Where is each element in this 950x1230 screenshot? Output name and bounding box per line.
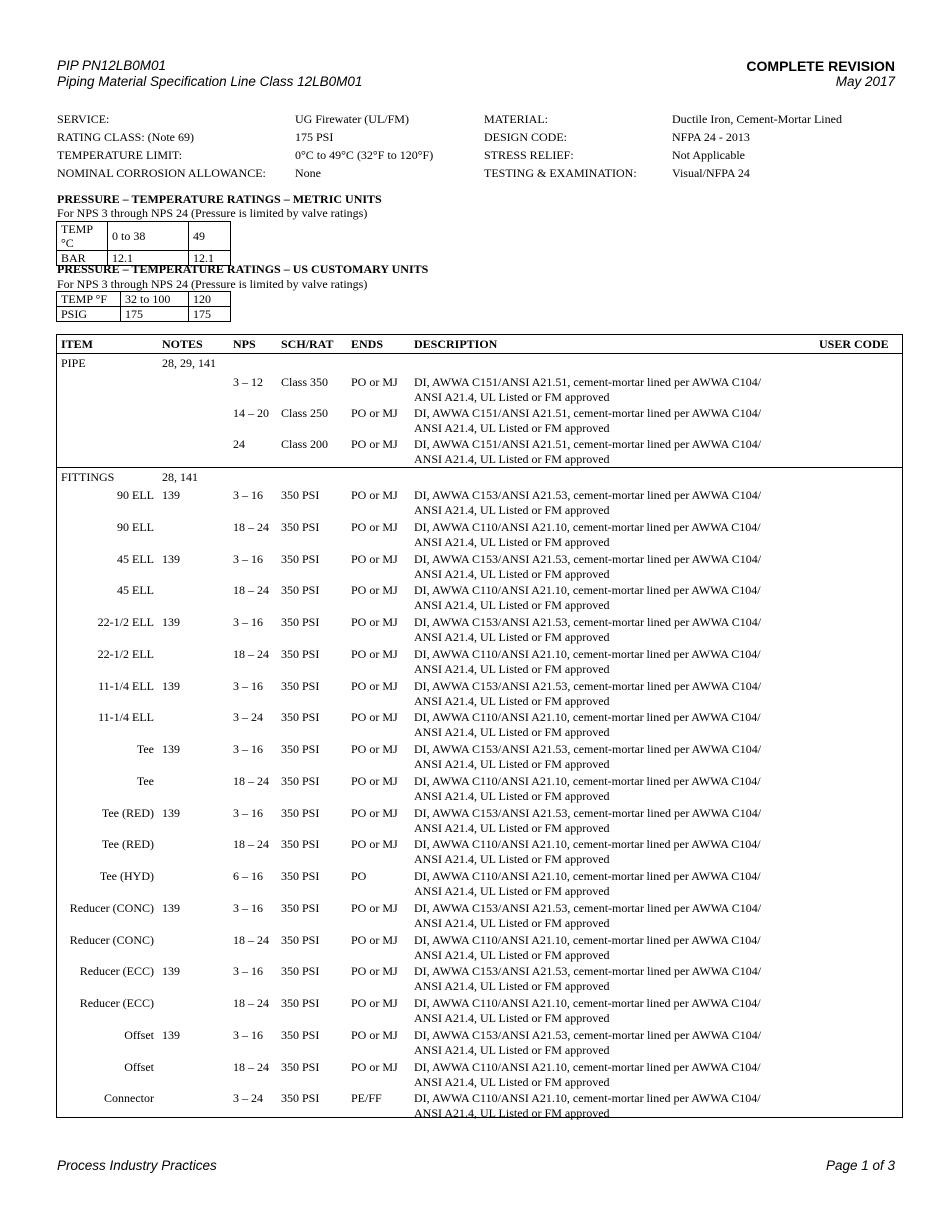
- meta-label: STRESS RELIEF:: [484, 148, 574, 162]
- metric-ratings-title: PRESSURE – TEMPERATURE RATINGS – METRIC UNITS: [57, 192, 382, 206]
- fitting-item-cell: Offset: [124, 1028, 154, 1042]
- description-line: DI, AWWA C110/ANSI A21.10, cement-mortar lined per AWWA C104/: [414, 647, 761, 661]
- description-line: DI, AWWA C153/ANSI A21.53, cement-mortar lined per AWWA C104/: [414, 1028, 762, 1042]
- table-cell: PSIG: [57, 307, 121, 322]
- sch-rat-cell: Class 200: [281, 437, 329, 451]
- column-header-ends: ENDS: [351, 337, 384, 351]
- table-cell: 120: [189, 292, 231, 307]
- notes-cell: 139: [162, 742, 180, 756]
- ends-cell: PO or MJ: [351, 1060, 398, 1074]
- nps-cell: 3 – 16: [233, 742, 263, 756]
- ends-cell: PO or MJ: [351, 742, 398, 756]
- fitting-item-cell: 45 ELL: [117, 552, 154, 566]
- nps-cell: 18 – 24: [233, 774, 269, 788]
- meta-label: SERVICE:: [57, 112, 110, 126]
- description-line: ANSI A21.4, UL Listed or FM approved: [414, 724, 610, 739]
- nps-cell: 18 – 24: [233, 933, 269, 947]
- ends-cell: PO or MJ: [351, 806, 398, 820]
- description-line: DI, AWWA C110/ANSI A21.10, cement-mortar lined per AWWA C104/: [414, 520, 761, 534]
- meta-label: TESTING & EXAMINATION:: [484, 166, 637, 180]
- notes-cell: 139: [162, 806, 180, 820]
- meta-left-labels: [57, 110, 266, 182]
- fitting-item-cell: 45 ELL: [117, 583, 154, 597]
- ends-cell: PO or MJ: [351, 406, 398, 420]
- notes-cell: 139: [162, 964, 180, 978]
- nps-cell: 14 – 20: [233, 406, 269, 420]
- description-line: ANSI A21.4, UL Listed or FM approved: [414, 947, 610, 962]
- sch-rat-cell: 350 PSI: [281, 647, 320, 661]
- description-line: ANSI A21.4, UL Listed or FM approved: [414, 978, 610, 993]
- nps-cell: 3 – 16: [233, 901, 263, 915]
- description-line: ANSI A21.4, UL Listed or FM approved: [414, 756, 610, 771]
- fitting-item-cell: Reducer (CONC): [69, 901, 154, 915]
- ends-cell: PO or MJ: [351, 710, 398, 724]
- ends-cell: PE/FF: [351, 1091, 382, 1105]
- meta-value: Ductile Iron, Cement-Mortar Lined: [672, 112, 842, 126]
- group-notes-pipe: 28, 29, 141: [162, 356, 216, 370]
- description-line: ANSI A21.4, UL Listed or FM approved: [414, 883, 610, 898]
- sch-rat-cell: 350 PSI: [281, 964, 320, 978]
- fitting-item-cell: Tee: [136, 742, 154, 756]
- sch-rat-cell: 350 PSI: [281, 742, 320, 756]
- table-cell: 49: [189, 222, 231, 251]
- fitting-item-cell: 90 ELL: [117, 488, 154, 502]
- description-line: DI, AWWA C110/ANSI A21.10, cement-mortar lined per AWWA C104/: [414, 837, 761, 851]
- description-line: ANSI A21.4, UL Listed or FM approved: [414, 629, 610, 644]
- fitting-item-cell: 22-1/2 ELL: [97, 647, 154, 661]
- ends-cell: PO or MJ: [351, 996, 398, 1010]
- description-line: ANSI A21.4, UL Listed or FM approved: [414, 1010, 610, 1025]
- sch-rat-cell: 350 PSI: [281, 774, 320, 788]
- revision-date: May 2017: [835, 74, 895, 89]
- group-label-pipe: PIPE: [61, 356, 86, 370]
- column-header-sch-rat: SCH/RAT: [281, 337, 334, 351]
- ends-cell: PO or MJ: [351, 901, 398, 915]
- description-line: DI, AWWA C153/ANSI A21.53, cement-mortar lined per AWWA C104/: [414, 901, 762, 915]
- description-line: DI, AWWA C110/ANSI A21.10, cement-mortar lined per AWWA C104/: [414, 583, 761, 597]
- description-line: ANSI A21.4, UL Listed or FM approved: [414, 389, 610, 404]
- group-label-fittings: FITTINGS: [61, 470, 115, 484]
- nps-cell: 3 – 16: [233, 552, 263, 566]
- sch-rat-cell: 350 PSI: [281, 1028, 320, 1042]
- ends-cell: PO or MJ: [351, 488, 398, 502]
- ends-cell: PO: [351, 869, 367, 883]
- description-line: DI, AWWA C110/ANSI A21.10, cement-mortar lined per AWWA C104/: [414, 1060, 761, 1074]
- meta-label: RATING CLASS: (Note 69): [57, 130, 194, 144]
- description-line: ANSI A21.4, UL Listed or FM approved: [414, 566, 610, 581]
- sch-rat-cell: 350 PSI: [281, 679, 320, 693]
- sch-rat-cell: Class 350: [281, 375, 329, 389]
- document-title: Piping Material Specification Line Class 12LB0M01: [57, 74, 363, 89]
- meta-left-values: [295, 110, 433, 182]
- footer-organization: Process Industry Practices: [57, 1158, 217, 1173]
- description-line: DI, AWWA C110/ANSI A21.10, cement-mortar lined per AWWA C104/: [414, 996, 761, 1010]
- meta-value: 175 PSI: [295, 130, 334, 144]
- nps-cell: 3 – 16: [233, 679, 263, 693]
- fitting-item-cell: Tee (RED): [101, 837, 154, 851]
- fitting-item-cell: Tee (HYD): [99, 869, 154, 883]
- table-cell: 175: [189, 307, 231, 322]
- ends-cell: PO or MJ: [351, 375, 398, 389]
- nps-cell: 3 – 24: [233, 710, 263, 724]
- document-header-left: [57, 58, 362, 90]
- fitting-item-cell: Connector: [104, 1091, 154, 1105]
- fitting-item-cell: 11-1/4 ELL: [98, 710, 154, 724]
- description-line: DI, AWWA C110/ANSI A21.10, cement-mortar lined per AWWA C104/: [414, 1091, 761, 1105]
- table-cell: 175: [121, 307, 189, 322]
- ends-cell: PO or MJ: [351, 552, 398, 566]
- meta-label: TEMPERATURE LIMIT:: [57, 148, 183, 162]
- meta-label: DESIGN CODE:: [484, 130, 567, 144]
- nps-cell: 18 – 24: [233, 996, 269, 1010]
- description-line: ANSI A21.4, UL Listed or FM approved: [414, 597, 610, 612]
- sch-rat-cell: 350 PSI: [281, 901, 320, 915]
- notes-cell: 139: [162, 552, 180, 566]
- sch-rat-cell: 350 PSI: [281, 869, 320, 883]
- description-line: ANSI A21.4, UL Listed or FM approved: [414, 1074, 610, 1089]
- description-line: ANSI A21.4, UL Listed or FM approved: [414, 1042, 610, 1057]
- table-row: [57, 292, 231, 307]
- meta-value: Visual/NFPA 24: [672, 166, 750, 180]
- description-line: ANSI A21.4, UL Listed or FM approved: [414, 693, 610, 708]
- description-line: DI, AWWA C153/ANSI A21.53, cement-mortar lined per AWWA C104/: [414, 552, 762, 566]
- sch-rat-cell: 350 PSI: [281, 996, 320, 1010]
- description-line: DI, AWWA C153/ANSI A21.53, cement-mortar lined per AWWA C104/: [414, 679, 762, 693]
- column-header-description: DESCRIPTION: [414, 337, 498, 351]
- nps-cell: 3 – 16: [233, 1028, 263, 1042]
- fitting-item-cell: Offset: [124, 1060, 154, 1074]
- column-header-item: ITEM: [61, 337, 94, 351]
- description-line: ANSI A21.4, UL Listed or FM approved: [414, 534, 610, 549]
- sch-rat-cell: Class 250: [281, 406, 329, 420]
- description-line: ANSI A21.4, UL Listed or FM approved: [414, 788, 610, 803]
- us-ratings-table: [56, 291, 231, 322]
- nps-cell: 24: [233, 437, 245, 451]
- group-notes-fittings: 28, 141: [162, 470, 198, 484]
- description-line: DI, AWWA C151/ANSI A21.51, cement-mortar lined per AWWA C104/: [414, 406, 762, 420]
- description-line: DI, AWWA C110/ANSI A21.10, cement-mortar lined per AWWA C104/: [414, 774, 761, 788]
- table-cell: 12.1: [108, 251, 189, 266]
- table-cell: 0 to 38: [108, 222, 189, 251]
- meta-label: NOMINAL CORROSION ALLOWANCE:: [57, 166, 266, 180]
- footer-page-number: Page 1 of 3: [825, 1158, 895, 1173]
- description-line: DI, AWWA C110/ANSI A21.10, cement-mortar lined per AWWA C104/: [414, 933, 761, 947]
- notes-cell: 139: [162, 615, 180, 629]
- description-line: DI, AWWA C151/ANSI A21.51, cement-mortar lined per AWWA C104/: [414, 375, 762, 389]
- sch-rat-cell: 350 PSI: [281, 520, 320, 534]
- nps-cell: 18 – 24: [233, 583, 269, 597]
- nps-cell: 3 – 16: [233, 806, 263, 820]
- nps-cell: 18 – 24: [233, 1060, 269, 1074]
- column-header-notes: NOTES: [162, 337, 203, 351]
- fitting-item-cell: Reducer (ECC): [79, 996, 154, 1010]
- meta-label: MATERIAL:: [484, 112, 548, 126]
- table-row: [57, 307, 231, 322]
- document-id: PIP PN12LB0M01: [57, 58, 167, 73]
- nps-cell: 6 – 16: [233, 869, 263, 883]
- description-line: DI, AWWA C153/ANSI A21.53, cement-mortar lined per AWWA C104/: [414, 964, 762, 978]
- nps-cell: 3 – 16: [233, 488, 263, 502]
- sch-rat-cell: 350 PSI: [281, 1060, 320, 1074]
- us-ratings-title: PRESSURE – TEMPERATURE RATINGS – US CUSTOMARY UNITS: [57, 262, 429, 276]
- metric-ratings-table: [56, 221, 231, 266]
- fitting-item-cell: Tee: [136, 774, 154, 788]
- fitting-item-cell: 11-1/4 ELL: [98, 679, 154, 693]
- ends-cell: PO or MJ: [351, 647, 398, 661]
- fitting-item-cell: Reducer (ECC): [79, 964, 154, 978]
- description-line: DI, AWWA C110/ANSI A21.10, cement-mortar lined per AWWA C104/: [414, 710, 761, 724]
- ends-cell: PO or MJ: [351, 774, 398, 788]
- table-cell: BAR: [57, 251, 108, 266]
- meta-value: NFPA 24 - 2013: [672, 130, 750, 144]
- description-line: ANSI A21.4, UL Listed or FM approved: [414, 451, 610, 466]
- sch-rat-cell: 350 PSI: [281, 933, 320, 947]
- fitting-item-cell: Reducer (CONC): [69, 933, 154, 947]
- notes-cell: 139: [162, 901, 180, 915]
- ends-cell: PO or MJ: [351, 615, 398, 629]
- description-line: DI, AWWA C110/ANSI A21.10, cement-mortar lined per AWWA C104/: [414, 869, 761, 883]
- ends-cell: PO or MJ: [351, 1028, 398, 1042]
- description-line: ANSI A21.4, UL Listed or FM approved: [414, 1105, 610, 1120]
- nps-cell: 3 – 24: [233, 1091, 263, 1105]
- ends-cell: PO or MJ: [351, 679, 398, 693]
- table-row: [57, 222, 231, 251]
- description-line: DI, AWWA C153/ANSI A21.53, cement-mortar lined per AWWA C104/: [414, 488, 762, 502]
- nps-cell: 18 – 24: [233, 647, 269, 661]
- notes-cell: 139: [162, 488, 180, 502]
- sch-rat-cell: 350 PSI: [281, 1091, 320, 1105]
- meta-right-values: [672, 110, 842, 182]
- ends-cell: PO or MJ: [351, 837, 398, 851]
- sch-rat-cell: 350 PSI: [281, 583, 320, 597]
- document-header-right: [746, 58, 895, 90]
- meta-value: 0°C to 49°C (32°F to 120°F): [295, 148, 434, 162]
- sch-rat-cell: 350 PSI: [281, 615, 320, 629]
- description-line: ANSI A21.4, UL Listed or FM approved: [414, 502, 610, 517]
- nps-cell: 3 – 16: [233, 964, 263, 978]
- fitting-item-cell: Tee (RED): [101, 806, 154, 820]
- description-line: DI, AWWA C153/ANSI A21.53, cement-mortar lined per AWWA C104/: [414, 742, 762, 756]
- meta-value: Not Applicable: [672, 148, 745, 162]
- sch-rat-cell: 350 PSI: [281, 837, 320, 851]
- ends-cell: PO or MJ: [351, 437, 398, 451]
- metric-ratings-subtitle: For NPS 3 through NPS 24 (Pressure is limited by valve ratings): [57, 206, 368, 220]
- meta-value: None: [295, 166, 321, 180]
- fitting-item-cell: 22-1/2 ELL: [97, 615, 154, 629]
- table-cell: 12.1: [189, 251, 231, 266]
- description-line: ANSI A21.4, UL Listed or FM approved: [414, 851, 610, 866]
- revision-label: COMPLETE REVISION: [746, 58, 895, 74]
- ends-cell: PO or MJ: [351, 583, 398, 597]
- meta-value: UG Firewater (UL/FM): [295, 112, 409, 126]
- fitting-item-cell: 90 ELL: [117, 520, 154, 534]
- description-line: DI, AWWA C153/ANSI A21.53, cement-mortar lined per AWWA C104/: [414, 806, 762, 820]
- description-line: ANSI A21.4, UL Listed or FM approved: [414, 820, 610, 835]
- sch-rat-cell: 350 PSI: [281, 806, 320, 820]
- table-cell: TEMP °F: [57, 292, 121, 307]
- notes-cell: 139: [162, 1028, 180, 1042]
- ends-cell: PO or MJ: [351, 520, 398, 534]
- table-cell: 32 to 100: [121, 292, 189, 307]
- nps-cell: 18 – 24: [233, 520, 269, 534]
- header-divider: [56, 353, 903, 354]
- description-line: DI, AWWA C151/ANSI A21.51, cement-mortar lined per AWWA C104/: [414, 437, 762, 451]
- description-line: DI, AWWA C153/ANSI A21.53, cement-mortar lined per AWWA C104/: [414, 615, 762, 629]
- nps-cell: 3 – 12: [233, 375, 263, 389]
- us-ratings-subtitle: For NPS 3 through NPS 24 (Pressure is limited by valve ratings): [57, 277, 368, 291]
- description-line: ANSI A21.4, UL Listed or FM approved: [414, 661, 610, 676]
- meta-right-labels: [484, 110, 637, 182]
- description-line: ANSI A21.4, UL Listed or FM approved: [414, 420, 610, 435]
- sch-rat-cell: 350 PSI: [281, 552, 320, 566]
- sch-rat-cell: 350 PSI: [281, 710, 320, 724]
- table-cell: TEMP °C: [57, 222, 108, 251]
- sch-rat-cell: 350 PSI: [281, 488, 320, 502]
- ends-cell: PO or MJ: [351, 933, 398, 947]
- column-header-nps: NPS: [233, 337, 256, 351]
- description-line: ANSI A21.4, UL Listed or FM approved: [414, 915, 610, 930]
- notes-cell: 139: [162, 679, 180, 693]
- ends-cell: PO or MJ: [351, 964, 398, 978]
- group-divider: [56, 467, 903, 468]
- nps-cell: 18 – 24: [233, 837, 269, 851]
- column-header-user-code: USER CODE: [819, 337, 889, 351]
- nps-cell: 3 – 16: [233, 615, 263, 629]
